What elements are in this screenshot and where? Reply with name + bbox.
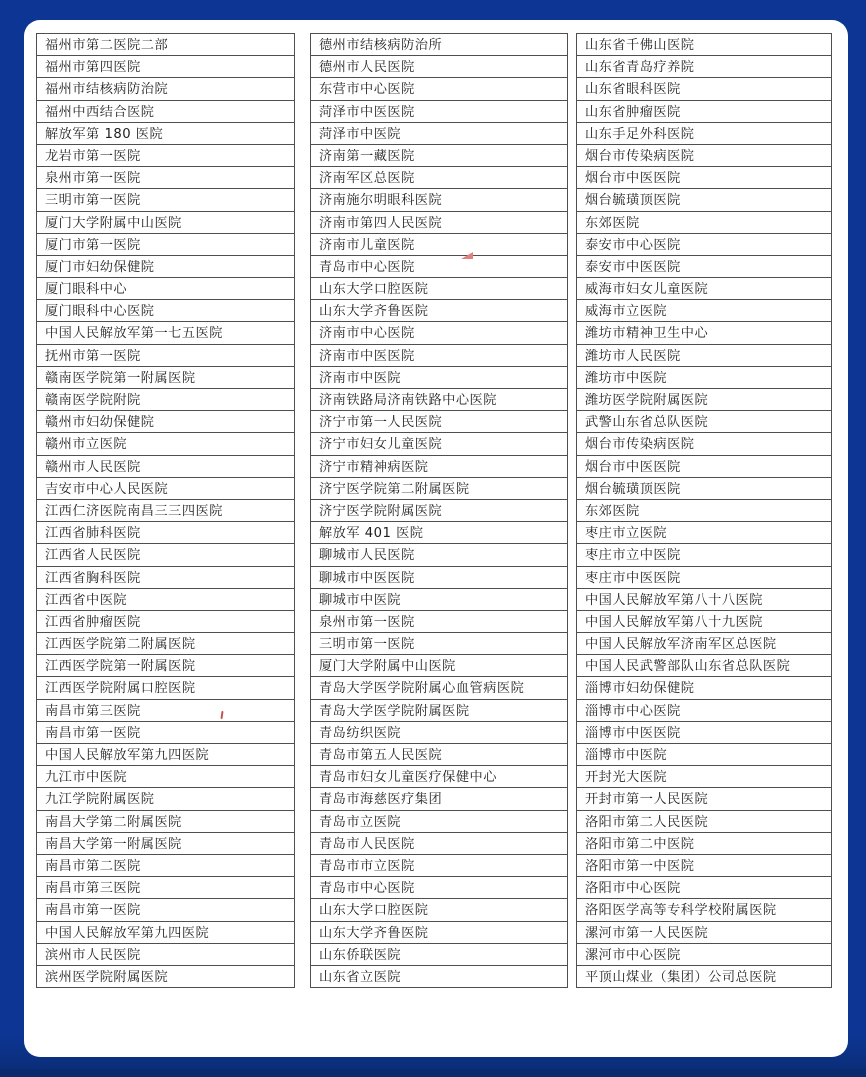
list-item: 山东省肿瘤医院 [576,100,832,123]
list-item: 洛阳市中心医院 [576,876,832,899]
list-item: 滨州医学院附属医院 [36,965,295,988]
list-item: 九江市中医院 [36,765,295,788]
list-item: 山东省眼科医院 [576,77,832,100]
list-item: 漯河市中心医院 [576,943,832,966]
list-item: 江西医学院第一附属医院 [36,654,295,677]
list-item: 烟台毓璜顶医院 [576,188,832,211]
list-item: 枣庄市立中医院 [576,543,832,566]
list-item: 聊城市人民医院 [310,543,568,566]
list-item: 济宁医学院第二附属医院 [310,477,568,500]
list-item: 厦门眼科中心 [36,277,295,300]
red-triangle-mark [461,252,473,259]
list-item: 烟台毓璜顶医院 [576,477,832,500]
list-item: 赣州市立医院 [36,432,295,455]
list-item: 洛阳市第一中医院 [576,854,832,877]
list-item: 烟台市中医医院 [576,166,832,189]
hospital-column-1 [36,33,295,988]
list-item: 三明市第一医院 [310,632,568,655]
list-item: 青岛市人民医院 [310,832,568,855]
list-item: 江西省中医院 [36,588,295,611]
list-item: 抚州市第一医院 [36,344,295,367]
list-item: 江西省肿瘤医院 [36,610,295,633]
list-item: 九江学院附属医院 [36,787,295,810]
list-item: 福州市第四医院 [36,55,295,78]
list-item: 济南第一藏医院 [310,144,568,167]
list-item: 赣南医学院附院 [36,388,295,411]
list-item: 青岛大学医学院附属医院 [310,699,568,722]
list-item: 山东省立医院 [310,965,568,988]
list-item: 平顶山煤业（集团）公司总医院 [576,965,832,988]
list-item: 烟台市传染病医院 [576,432,832,455]
list-item: 福州中西结合医院 [36,100,295,123]
list-item: 潍坊市中医院 [576,366,832,389]
list-item: 德州市结核病防治所 [310,33,568,56]
list-item: 聊城市中医院 [310,588,568,611]
list-item: 青岛市海慈医疗集团 [310,787,568,810]
list-item: 滨州市人民医院 [36,943,295,966]
list-item: 洛阳市第二人民医院 [576,810,832,833]
list-item: 中国人民解放军第九四医院 [36,743,295,766]
list-item: 济宁医学院附属医院 [310,499,568,522]
list-item: 济南市儿童医院 [310,233,568,256]
list-item: 厦门大学附属中山医院 [310,654,568,677]
list-item: 中国人民解放军第八十九医院 [576,610,832,633]
list-item: 潍坊医学院附属医院 [576,388,832,411]
list-item: 山东大学口腔医院 [310,277,568,300]
list-item: 淄博市中医院 [576,743,832,766]
list-item: 江西省肺科医院 [36,521,295,544]
list-item: 青岛市中心医院 [310,255,568,278]
list-item: 漯河市第一人民医院 [576,921,832,944]
hospital-column-3 [576,33,832,988]
list-item: 江西仁济医院南昌三三四医院 [36,499,295,522]
list-item: 菏泽市中医医院 [310,100,568,123]
list-item: 东郊医院 [576,499,832,522]
list-item: 青岛市市立医院 [310,854,568,877]
list-item: 青岛大学医学院附属心血管病医院 [310,676,568,699]
list-item: 江西医学院第二附属医院 [36,632,295,655]
list-item: 解放军 401 医院 [310,521,568,544]
list-item: 解放军第 180 医院 [36,122,295,145]
list-item: 中国人民解放军济南军区总医院 [576,632,832,655]
list-item: 赣南医学院第一附属医院 [36,366,295,389]
list-item: 江西省人民医院 [36,543,295,566]
list-item: 福州市结核病防治院 [36,77,295,100]
list-item: 济南市第四人民医院 [310,211,568,234]
list-item: 枣庄市立医院 [576,521,832,544]
list-item: 厦门眼科中心医院 [36,299,295,322]
list-item: 南昌市第一医院 [36,721,295,744]
list-item: 南昌大学第二附属医院 [36,810,295,833]
document-sheet [24,20,848,1057]
list-item: 赣州市妇幼保健院 [36,410,295,433]
list-item: 济宁市妇女儿童医院 [310,432,568,455]
list-item: 山东大学口腔医院 [310,898,568,921]
list-item: 德州市人民医院 [310,55,568,78]
list-item: 淄博市妇幼保健院 [576,676,832,699]
list-item: 潍坊市精神卫生中心 [576,321,832,344]
list-item: 山东省青岛疗养院 [576,55,832,78]
list-item: 潍坊市人民医院 [576,344,832,367]
list-item: 中国人民武警部队山东省总队医院 [576,654,832,677]
list-item: 东郊医院 [576,211,832,234]
hospital-list-columns [36,33,832,988]
list-item: 泰安市中医医院 [576,255,832,278]
list-item: 济宁市精神病医院 [310,455,568,478]
list-item: 威海市立医院 [576,299,832,322]
list-item: 南昌市第二医院 [36,854,295,877]
list-item: 龙岩市第一医院 [36,144,295,167]
list-item: 泰安市中心医院 [576,233,832,256]
list-item: 青岛纺织医院 [310,721,568,744]
list-item: 青岛市中心医院 [310,876,568,899]
list-item: 南昌市第三医院 [36,876,295,899]
list-item: 济南施尔明眼科医院 [310,188,568,211]
list-item: 厦门市第一医院 [36,233,295,256]
list-item: 淄博市中心医院 [576,699,832,722]
list-item: 中国人民解放军第八十八医院 [576,588,832,611]
list-item: 开封市第一人民医院 [576,787,832,810]
list-item: 南昌市第一医院 [36,898,295,921]
list-item: 中国人民解放军第一七五医院 [36,321,295,344]
list-item: 济宁市第一人民医院 [310,410,568,433]
list-item: 淄博市中医医院 [576,721,832,744]
list-item: 济南市中医医院 [310,344,568,367]
list-item: 福州市第二医院二部 [36,33,295,56]
list-item: 赣州市人民医院 [36,455,295,478]
list-item: 中国人民解放军第九四医院 [36,921,295,944]
list-item: 泉州市第一医院 [36,166,295,189]
list-item: 江西医学院附属口腔医院 [36,676,295,699]
list-item: 济南市中医院 [310,366,568,389]
list-item: 南昌大学第一附属医院 [36,832,295,855]
list-item: 菏泽市中医院 [310,122,568,145]
list-item: 枣庄市中医医院 [576,566,832,589]
hospital-column-2 [310,33,568,988]
list-item: 山东手足外科医院 [576,122,832,145]
list-item: 山东大学齐鲁医院 [310,921,568,944]
list-item: 青岛市立医院 [310,810,568,833]
list-item: 山东侨联医院 [310,943,568,966]
list-item: 济南铁路局济南铁路中心医院 [310,388,568,411]
list-item: 烟台市中医医院 [576,455,832,478]
list-item: 三明市第一医院 [36,188,295,211]
list-item: 江西省胸科医院 [36,566,295,589]
list-item: 青岛市妇女儿童医疗保健中心 [310,765,568,788]
list-item: 山东省千佛山医院 [576,33,832,56]
list-item: 东营市中心医院 [310,77,568,100]
list-item: 烟台市传染病医院 [576,144,832,167]
list-item: 武警山东省总队医院 [576,410,832,433]
list-item: 济南市中心医院 [310,321,568,344]
list-item: 山东大学齐鲁医院 [310,299,568,322]
list-item: 开封光大医院 [576,765,832,788]
list-item: 青岛市第五人民医院 [310,743,568,766]
list-item: 厦门市妇幼保健院 [36,255,295,278]
list-item: 济南军区总医院 [310,166,568,189]
list-item: 南昌市第三医院 [36,699,295,722]
list-item: 洛阳市第二中医院 [576,832,832,855]
list-item: 厦门大学附属中山医院 [36,211,295,234]
list-item: 洛阳医学高等专科学校附属医院 [576,898,832,921]
page-bottom-edge [0,1069,866,1077]
list-item: 泉州市第一医院 [310,610,568,633]
list-item: 威海市妇女儿童医院 [576,277,832,300]
list-item: 吉安市中心人民医院 [36,477,295,500]
list-item: 聊城市中医医院 [310,566,568,589]
